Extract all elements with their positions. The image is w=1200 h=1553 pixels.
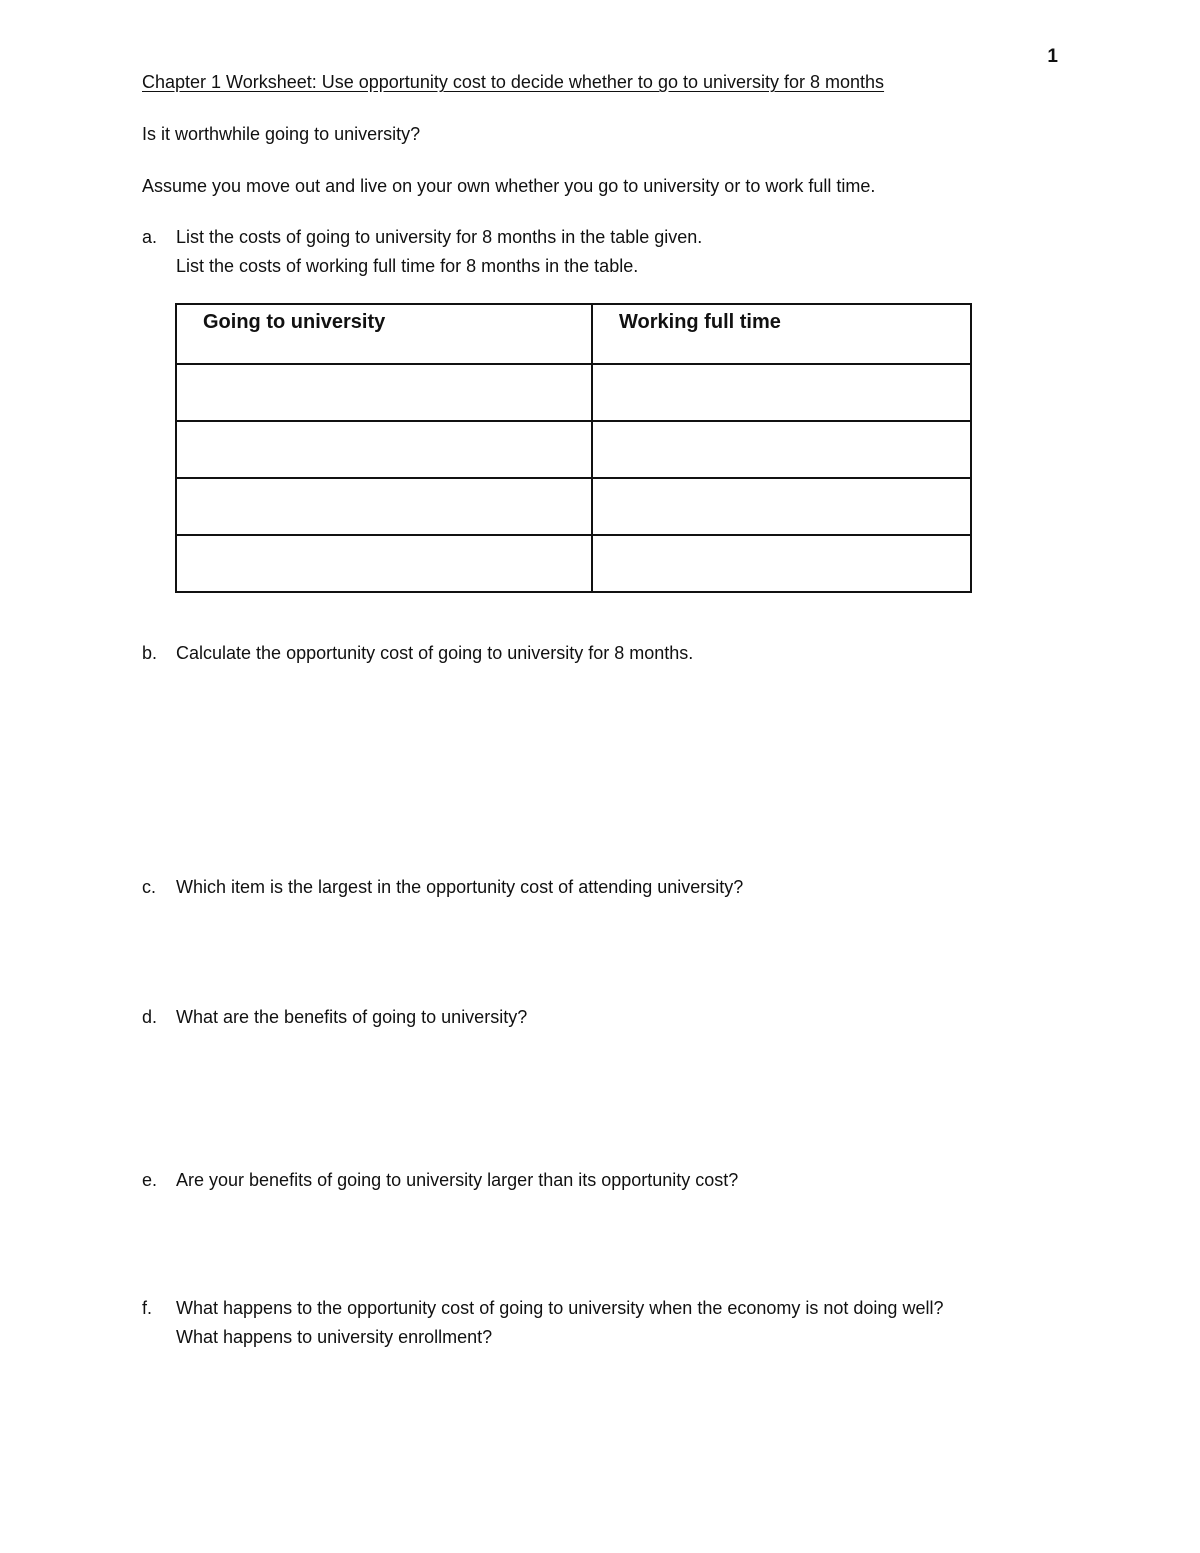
table-header-row [176,304,971,364]
table-row [176,478,971,535]
table-cell-university[interactable] [176,478,592,535]
question-text: What are the benefits of going to university? [176,1007,528,1027]
question-letter: a. [142,227,158,247]
question-letter: e. [142,1170,158,1190]
question-a [142,227,702,277]
question-text: What happens to the opportunity cost of going to university when the economy is not doing well? [176,1298,944,1318]
question-letter: d. [142,1007,158,1027]
page-number: 1 [1047,46,1058,67]
question-letter: f. [142,1298,153,1318]
question-text: Are your benefits of going to university larger than its opportunity cost? [176,1170,739,1190]
table-row [176,535,971,592]
question-letter: c. [142,877,157,897]
assumption-text: Assume you move out and live on your own whether you go to university or to work full time. [142,176,876,196]
question-b [142,643,693,664]
table-header-working: Working full time [592,304,971,364]
question-text: Calculate the opportunity cost of going to university for 8 months. [176,643,694,663]
table-cell-university[interactable] [176,535,592,592]
table-cell-working[interactable] [592,421,971,478]
question-text-continued: List the costs of working full time for 8 months in the table. [176,256,639,276]
costs-table [175,303,972,593]
worksheet-title: Chapter 1 Worksheet: Use opportunity cost to decide whether to go to university for 8 months [142,72,885,92]
table-cell-working[interactable] [592,535,971,592]
question-text-continued: What happens to university enrollment? [176,1327,493,1347]
question-c [142,877,743,898]
question-d [142,1007,527,1028]
table-cell-working[interactable] [592,478,971,535]
question-letter: b. [142,643,158,663]
table-cell-university[interactable] [176,364,592,421]
question-text: List the costs of going to university for 8 months in the table given. [176,227,703,247]
question-e [142,1170,738,1191]
table-row [176,364,971,421]
table-header-university: Going to university [176,304,592,364]
table-row [176,421,971,478]
question-text: Which item is the largest in the opportunity cost of attending university? [176,877,744,897]
intro-question: Is it worthwhile going to university? [142,124,421,144]
question-f [142,1298,943,1348]
table-cell-university[interactable] [176,421,592,478]
table-cell-working[interactable] [592,364,971,421]
